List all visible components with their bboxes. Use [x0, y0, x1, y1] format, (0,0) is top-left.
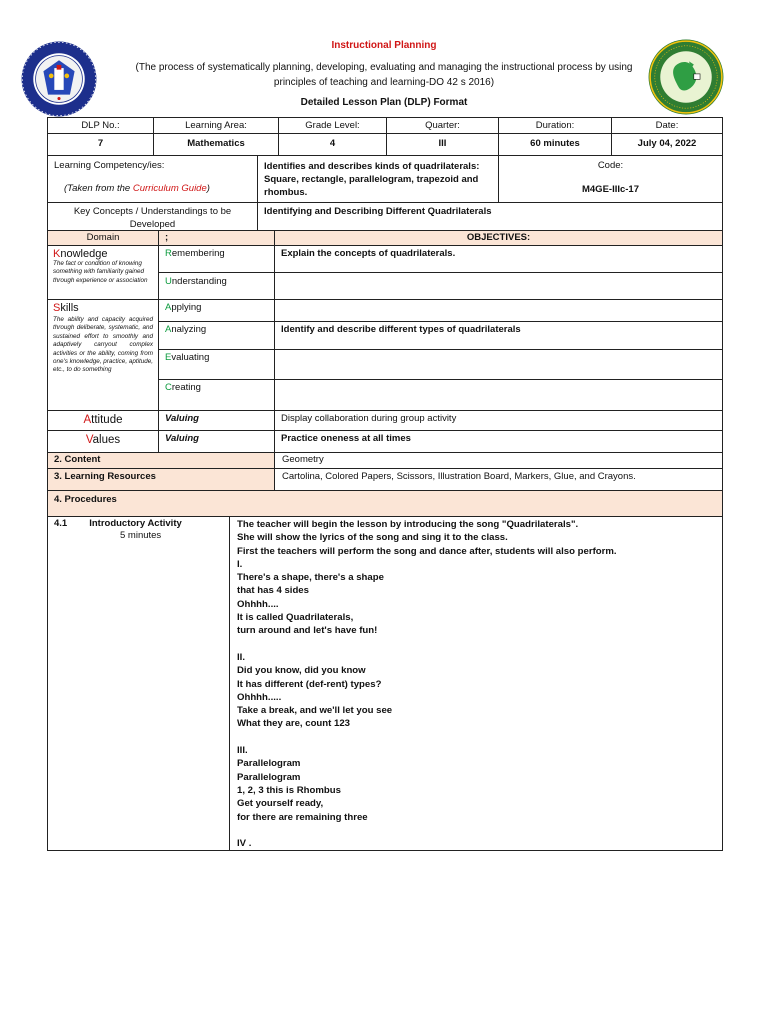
intro-time: 5 minutes — [120, 530, 162, 541]
skills-label — [53, 302, 153, 314]
learning-area-value: Mathematics — [153, 133, 279, 156]
remembering-initial: R — [165, 248, 172, 259]
intro-number: 4.1 — [54, 518, 68, 529]
objective-understanding — [274, 272, 723, 300]
resources-label: 3. Learning Resources — [47, 468, 275, 491]
intro-title: Introductory Activity — [89, 518, 182, 529]
level-applying — [158, 299, 275, 322]
understanding-rest: nderstanding — [171, 276, 227, 287]
objective-applying — [274, 299, 723, 322]
resources-value: Cartolina, Colored Papers, Scissors, Illustration Board, Markers, Glue, and Crayons. — [274, 468, 723, 491]
dlp-no-value: 7 — [47, 133, 154, 156]
date-label: Date: — [611, 117, 723, 134]
song-lyrics — [237, 518, 715, 850]
taken-prefix: (Taken from the — [64, 183, 133, 194]
level-evaluating — [158, 349, 275, 380]
intro-activity-cell — [47, 516, 230, 851]
intro-activity-heading — [54, 518, 223, 529]
grade-level-value: 4 — [278, 133, 387, 156]
curriculum-guide-note — [54, 183, 251, 194]
objective-evaluating — [274, 349, 723, 380]
header-description: (The process of systematically planning, developing, evaluating and managing the instructional process by using principles of teaching and learning-DO 42 s 2016) — [135, 62, 633, 88]
lyric-line: Get yourself ready, — [237, 798, 324, 810]
code-label: Code: — [597, 160, 624, 171]
dlp-no-label: DLP No.: — [47, 117, 154, 134]
objective-remembering: Explain the concepts of quadrilaterals. — [274, 245, 723, 273]
skills-description: The ability and capacity acquired through deliberate, systematic, and sustained effort to smoothly and adaptively carryout complex activities or the ability, coming from one's knowledge, practice, aptitude, etc., to do something — [53, 316, 153, 374]
level-creating — [158, 379, 275, 411]
code-cell — [498, 155, 723, 203]
level-analyzing — [158, 321, 275, 350]
lyric-line: It has different (def-rent) types? — [237, 678, 382, 690]
lyric-line — [237, 638, 715, 651]
lyric-line: Parallelogram — [237, 771, 301, 783]
taken-suffix: ) — [206, 183, 210, 194]
level-understanding — [158, 272, 275, 300]
learning-area-label: Learning Area: — [153, 117, 279, 134]
key-concepts-label: Key Concepts / Understandings to be Developed — [47, 202, 258, 231]
quarter-label: Quarter: — [386, 117, 499, 134]
analyzing-rest: nalyzing — [171, 324, 207, 335]
lyric-line: Take a break, and we'll let you see — [237, 705, 393, 717]
objective-creating — [274, 379, 723, 411]
understanding-initial: U — [165, 276, 172, 287]
duration-value: 60 minutes — [498, 133, 612, 156]
attitude-label — [47, 410, 159, 431]
values-valuing: Valuing — [158, 430, 275, 453]
competency-label-cell — [47, 155, 258, 203]
objective-attitude: Display collaboration during group activity — [274, 410, 723, 431]
lyric-line — [237, 731, 715, 744]
quarter-value: III — [386, 133, 499, 156]
lyric-line: turn around and let's have fun! — [237, 625, 378, 637]
lyric-line: Ohhhh..... — [237, 691, 282, 703]
level-remembering — [158, 245, 275, 273]
header-title: Instructional Planning — [331, 40, 437, 51]
skills-rest: kills — [60, 302, 79, 314]
skills-cell — [47, 299, 159, 411]
lyric-line: Parallelogram — [237, 758, 301, 770]
attitude-rest: ttitude — [91, 414, 123, 426]
values-rest: alues — [92, 434, 121, 446]
lyric-line: What they are, count 123 — [237, 718, 351, 730]
creating-initial: C — [165, 382, 172, 393]
knowledge-cell — [47, 245, 159, 300]
lyric-line: Ohhhh.... — [237, 598, 279, 610]
analyzing-initial: A — [165, 324, 172, 335]
domain-mark: ; — [158, 230, 275, 246]
grade-level-label: Grade Level: — [278, 117, 387, 134]
applying-rest: pplying — [171, 302, 202, 313]
lyric-line: III. — [237, 745, 248, 757]
lyric-line: II. — [237, 651, 245, 663]
competency-text: Identifies and describes kinds of quadrilaterals: Square, rectangle, parallelogram, trapezoid and rhombus. — [257, 155, 499, 203]
lyric-line — [237, 824, 715, 837]
domain-header: Domain — [47, 230, 159, 246]
lyric-line: There's a shape, there's a shape — [237, 572, 384, 584]
attitude-initial: A — [83, 414, 92, 426]
duration-label: Duration: — [498, 117, 612, 134]
lyric-line: Did you know, did you know — [237, 665, 366, 677]
content-value: Geometry — [274, 452, 723, 469]
lyric-line: First the teachers will perform the song and dance after, students will also perform. — [237, 545, 617, 557]
competency-label: Learning Competency/ies: — [54, 160, 165, 171]
knowledge-description: The fact or condition of knowing something with familiarity gained through experience or association — [53, 260, 148, 284]
procedures-header: 4. Procedures — [47, 490, 723, 517]
knowledge-label — [53, 248, 153, 260]
curriculum-guide-link: Curriculum Guide — [132, 183, 207, 194]
values-initial: V — [85, 434, 93, 446]
lyric-line: that has 4 sides — [237, 585, 309, 597]
lyric-line: It is called Quadrilaterals, — [237, 612, 354, 624]
evaluating-rest: valuating — [171, 352, 210, 363]
remembering-rest: emembering — [171, 248, 225, 259]
objective-values: Practice oneness at all times — [274, 430, 723, 453]
code-value: M4GE-IIIc-17 — [581, 184, 640, 195]
key-concepts-value: Identifying and Describing Different Quadrilaterals — [257, 202, 723, 231]
knowledge-initial: K — [53, 248, 61, 260]
applying-initial: A — [165, 302, 172, 313]
lyric-line: She will show the lyrics of the song and sing it to the class. — [237, 532, 508, 544]
date-value: July 04, 2022 — [611, 133, 723, 156]
evaluating-initial: E — [165, 352, 172, 363]
lyric-line: 1, 2, 3 this is Rhombus — [237, 784, 341, 796]
content-label: 2. Content — [47, 452, 275, 469]
lyric-line: I. — [237, 558, 243, 570]
objective-analyzing: Identify and describe different types of quadrilaterals — [274, 321, 723, 350]
values-label — [47, 430, 159, 453]
intro-activity-body — [229, 516, 723, 851]
objectives-header: OBJECTIVES: — [274, 230, 723, 246]
lyric-line: IV . — [237, 838, 252, 850]
knowledge-rest: nowledge — [60, 248, 108, 260]
lyric-line: The teacher will begin the lesson by introducing the song "Quadrilaterals". — [237, 519, 579, 530]
format-title: Detailed Lesson Plan (DLP) Format — [300, 97, 468, 108]
attitude-valuing: Valuing — [158, 410, 275, 431]
lyric-line: for there are remaining three — [237, 811, 368, 823]
creating-rest: reating — [171, 382, 201, 393]
skills-initial: S — [53, 302, 61, 314]
